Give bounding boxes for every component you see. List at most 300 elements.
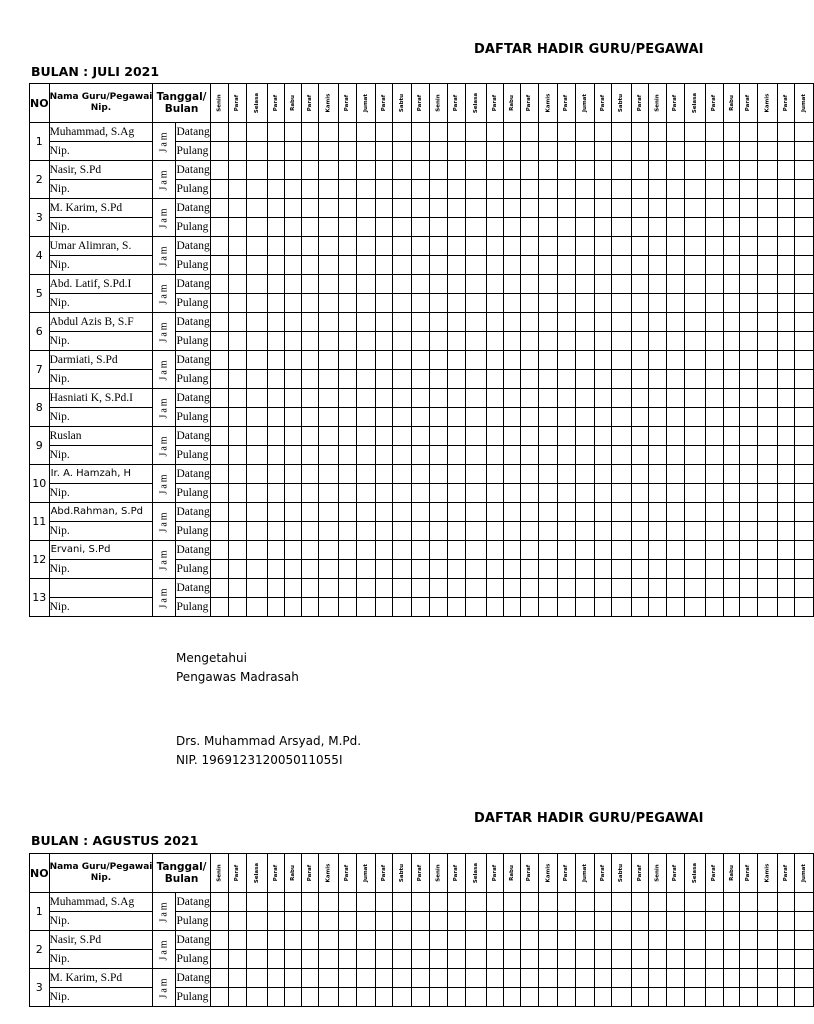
attendance-cell[interactable] xyxy=(302,598,319,617)
attendance-cell[interactable] xyxy=(558,237,575,256)
attendance-cell[interactable] xyxy=(429,598,447,617)
attendance-cell[interactable] xyxy=(740,522,757,541)
attendance-cell[interactable] xyxy=(375,427,392,446)
attendance-cell[interactable] xyxy=(393,218,412,237)
attendance-cell[interactable] xyxy=(706,579,723,598)
attendance-cell[interactable] xyxy=(285,389,302,408)
attendance-cell[interactable] xyxy=(393,123,412,142)
attendance-cell[interactable] xyxy=(575,503,594,522)
attendance-cell[interactable] xyxy=(684,969,705,988)
attendance-cell[interactable] xyxy=(538,912,558,931)
attendance-cell[interactable] xyxy=(448,465,465,484)
attendance-cell[interactable] xyxy=(538,988,558,1007)
attendance-cell[interactable] xyxy=(631,541,648,560)
attendance-cell[interactable] xyxy=(393,370,412,389)
attendance-cell[interactable] xyxy=(723,294,740,313)
attendance-cell[interactable] xyxy=(486,465,503,484)
attendance-cell[interactable] xyxy=(375,275,392,294)
attendance-cell[interactable] xyxy=(795,256,814,275)
attendance-cell[interactable] xyxy=(757,351,777,370)
attendance-cell[interactable] xyxy=(285,446,302,465)
attendance-cell[interactable] xyxy=(229,931,246,950)
attendance-cell[interactable] xyxy=(795,950,814,969)
attendance-cell[interactable] xyxy=(448,950,465,969)
attendance-cell[interactable] xyxy=(356,313,375,332)
attendance-cell[interactable] xyxy=(210,560,228,579)
attendance-cell[interactable] xyxy=(285,180,302,199)
attendance-cell[interactable] xyxy=(246,275,267,294)
attendance-cell[interactable] xyxy=(339,950,356,969)
attendance-cell[interactable] xyxy=(246,503,267,522)
attendance-cell[interactable] xyxy=(448,256,465,275)
attendance-cell[interactable] xyxy=(412,313,429,332)
attendance-cell[interactable] xyxy=(210,912,228,931)
attendance-cell[interactable] xyxy=(448,541,465,560)
attendance-cell[interactable] xyxy=(210,893,228,912)
attendance-cell[interactable] xyxy=(684,237,705,256)
attendance-cell[interactable] xyxy=(339,351,356,370)
attendance-cell[interactable] xyxy=(504,560,521,579)
attendance-cell[interactable] xyxy=(319,123,339,142)
attendance-cell[interactable] xyxy=(210,351,228,370)
attendance-cell[interactable] xyxy=(339,465,356,484)
attendance-cell[interactable] xyxy=(319,199,339,218)
attendance-cell[interactable] xyxy=(412,969,429,988)
attendance-cell[interactable] xyxy=(486,294,503,313)
attendance-cell[interactable] xyxy=(706,389,723,408)
attendance-cell[interactable] xyxy=(339,446,356,465)
attendance-cell[interactable] xyxy=(356,256,375,275)
attendance-cell[interactable] xyxy=(486,389,503,408)
attendance-cell[interactable] xyxy=(393,427,412,446)
attendance-cell[interactable] xyxy=(229,912,246,931)
attendance-cell[interactable] xyxy=(448,237,465,256)
attendance-cell[interactable] xyxy=(777,389,794,408)
attendance-cell[interactable] xyxy=(246,427,267,446)
attendance-cell[interactable] xyxy=(538,218,558,237)
attendance-cell[interactable] xyxy=(448,912,465,931)
attendance-cell[interactable] xyxy=(594,560,611,579)
attendance-cell[interactable] xyxy=(648,256,666,275)
attendance-cell[interactable] xyxy=(210,969,228,988)
attendance-cell[interactable] xyxy=(795,161,814,180)
attendance-cell[interactable] xyxy=(740,484,757,503)
attendance-cell[interactable] xyxy=(246,218,267,237)
attendance-cell[interactable] xyxy=(486,579,503,598)
attendance-cell[interactable] xyxy=(465,313,486,332)
attendance-cell[interactable] xyxy=(648,180,666,199)
attendance-cell[interactable] xyxy=(375,579,392,598)
attendance-cell[interactable] xyxy=(706,969,723,988)
attendance-cell[interactable] xyxy=(667,950,684,969)
attendance-cell[interactable] xyxy=(339,237,356,256)
attendance-cell[interactable] xyxy=(375,370,392,389)
attendance-cell[interactable] xyxy=(246,142,267,161)
attendance-cell[interactable] xyxy=(684,389,705,408)
attendance-cell[interactable] xyxy=(575,893,594,912)
attendance-cell[interactable] xyxy=(521,237,538,256)
attendance-cell[interactable] xyxy=(723,275,740,294)
attendance-cell[interactable] xyxy=(375,142,392,161)
attendance-cell[interactable] xyxy=(648,541,666,560)
attendance-cell[interactable] xyxy=(356,237,375,256)
attendance-cell[interactable] xyxy=(356,427,375,446)
attendance-cell[interactable] xyxy=(667,503,684,522)
attendance-cell[interactable] xyxy=(246,465,267,484)
attendance-cell[interactable] xyxy=(285,912,302,931)
attendance-cell[interactable] xyxy=(267,161,284,180)
attendance-cell[interactable] xyxy=(448,332,465,351)
attendance-cell[interactable] xyxy=(302,389,319,408)
attendance-cell[interactable] xyxy=(319,389,339,408)
attendance-cell[interactable] xyxy=(448,893,465,912)
attendance-cell[interactable] xyxy=(558,123,575,142)
attendance-cell[interactable] xyxy=(339,579,356,598)
attendance-cell[interactable] xyxy=(740,950,757,969)
attendance-cell[interactable] xyxy=(210,370,228,389)
attendance-cell[interactable] xyxy=(538,370,558,389)
attendance-cell[interactable] xyxy=(740,199,757,218)
attendance-cell[interactable] xyxy=(302,313,319,332)
attendance-cell[interactable] xyxy=(648,161,666,180)
attendance-cell[interactable] xyxy=(521,294,538,313)
attendance-cell[interactable] xyxy=(648,522,666,541)
attendance-cell[interactable] xyxy=(375,161,392,180)
attendance-cell[interactable] xyxy=(210,123,228,142)
attendance-cell[interactable] xyxy=(339,123,356,142)
attendance-cell[interactable] xyxy=(667,522,684,541)
attendance-cell[interactable] xyxy=(538,503,558,522)
attendance-cell[interactable] xyxy=(575,560,594,579)
attendance-cell[interactable] xyxy=(612,893,631,912)
attendance-cell[interactable] xyxy=(229,199,246,218)
attendance-cell[interactable] xyxy=(504,237,521,256)
attendance-cell[interactable] xyxy=(486,256,503,275)
attendance-cell[interactable] xyxy=(558,950,575,969)
attendance-cell[interactable] xyxy=(757,446,777,465)
attendance-cell[interactable] xyxy=(504,275,521,294)
attendance-cell[interactable] xyxy=(575,389,594,408)
attendance-cell[interactable] xyxy=(267,313,284,332)
attendance-cell[interactable] xyxy=(229,294,246,313)
attendance-cell[interactable] xyxy=(448,389,465,408)
attendance-cell[interactable] xyxy=(229,988,246,1007)
attendance-cell[interactable] xyxy=(504,579,521,598)
attendance-cell[interactable] xyxy=(267,598,284,617)
attendance-cell[interactable] xyxy=(684,950,705,969)
attendance-cell[interactable] xyxy=(538,351,558,370)
attendance-cell[interactable] xyxy=(412,218,429,237)
attendance-cell[interactable] xyxy=(538,408,558,427)
attendance-cell[interactable] xyxy=(723,332,740,351)
attendance-cell[interactable] xyxy=(375,950,392,969)
attendance-cell[interactable] xyxy=(538,969,558,988)
attendance-cell[interactable] xyxy=(210,446,228,465)
attendance-cell[interactable] xyxy=(267,256,284,275)
attendance-cell[interactable] xyxy=(684,180,705,199)
attendance-cell[interactable] xyxy=(575,427,594,446)
attendance-cell[interactable] xyxy=(795,218,814,237)
attendance-cell[interactable] xyxy=(246,123,267,142)
attendance-cell[interactable] xyxy=(558,180,575,199)
attendance-cell[interactable] xyxy=(448,522,465,541)
attendance-cell[interactable] xyxy=(706,931,723,950)
attendance-cell[interactable] xyxy=(631,560,648,579)
attendance-cell[interactable] xyxy=(667,332,684,351)
attendance-cell[interactable] xyxy=(504,370,521,389)
attendance-cell[interactable] xyxy=(757,465,777,484)
attendance-cell[interactable] xyxy=(706,446,723,465)
attendance-cell[interactable] xyxy=(356,560,375,579)
attendance-cell[interactable] xyxy=(795,598,814,617)
attendance-cell[interactable] xyxy=(706,503,723,522)
attendance-cell[interactable] xyxy=(210,427,228,446)
attendance-cell[interactable] xyxy=(684,988,705,1007)
attendance-cell[interactable] xyxy=(631,161,648,180)
attendance-cell[interactable] xyxy=(667,199,684,218)
attendance-cell[interactable] xyxy=(267,180,284,199)
attendance-cell[interactable] xyxy=(210,161,228,180)
attendance-cell[interactable] xyxy=(521,256,538,275)
attendance-cell[interactable] xyxy=(648,427,666,446)
attendance-cell[interactable] xyxy=(594,218,611,237)
attendance-cell[interactable] xyxy=(356,370,375,389)
attendance-cell[interactable] xyxy=(319,218,339,237)
attendance-cell[interactable] xyxy=(465,484,486,503)
attendance-cell[interactable] xyxy=(356,389,375,408)
attendance-cell[interactable] xyxy=(267,275,284,294)
attendance-cell[interactable] xyxy=(412,294,429,313)
attendance-cell[interactable] xyxy=(339,969,356,988)
attendance-cell[interactable] xyxy=(465,446,486,465)
attendance-cell[interactable] xyxy=(795,988,814,1007)
attendance-cell[interactable] xyxy=(667,370,684,389)
attendance-cell[interactable] xyxy=(648,351,666,370)
attendance-cell[interactable] xyxy=(246,237,267,256)
attendance-cell[interactable] xyxy=(684,351,705,370)
attendance-cell[interactable] xyxy=(594,237,611,256)
attendance-cell[interactable] xyxy=(648,912,666,931)
attendance-cell[interactable] xyxy=(575,598,594,617)
attendance-cell[interactable] xyxy=(412,123,429,142)
attendance-cell[interactable] xyxy=(393,161,412,180)
attendance-cell[interactable] xyxy=(575,351,594,370)
attendance-cell[interactable] xyxy=(521,484,538,503)
attendance-cell[interactable] xyxy=(486,912,503,931)
attendance-cell[interactable] xyxy=(594,950,611,969)
attendance-cell[interactable] xyxy=(612,142,631,161)
attendance-cell[interactable] xyxy=(285,123,302,142)
attendance-cell[interactable] xyxy=(465,912,486,931)
attendance-cell[interactable] xyxy=(757,598,777,617)
attendance-cell[interactable] xyxy=(302,503,319,522)
attendance-cell[interactable] xyxy=(448,446,465,465)
attendance-cell[interactable] xyxy=(723,560,740,579)
attendance-cell[interactable] xyxy=(538,427,558,446)
attendance-cell[interactable] xyxy=(795,332,814,351)
attendance-cell[interactable] xyxy=(777,237,794,256)
attendance-cell[interactable] xyxy=(285,161,302,180)
attendance-cell[interactable] xyxy=(706,465,723,484)
attendance-cell[interactable] xyxy=(757,931,777,950)
attendance-cell[interactable] xyxy=(210,218,228,237)
attendance-cell[interactable] xyxy=(319,465,339,484)
attendance-cell[interactable] xyxy=(375,446,392,465)
attendance-cell[interactable] xyxy=(684,522,705,541)
attendance-cell[interactable] xyxy=(412,503,429,522)
attendance-cell[interactable] xyxy=(486,484,503,503)
attendance-cell[interactable] xyxy=(612,484,631,503)
attendance-cell[interactable] xyxy=(575,294,594,313)
attendance-cell[interactable] xyxy=(285,294,302,313)
attendance-cell[interactable] xyxy=(285,218,302,237)
attendance-cell[interactable] xyxy=(740,446,757,465)
attendance-cell[interactable] xyxy=(521,275,538,294)
attendance-cell[interactable] xyxy=(648,950,666,969)
attendance-cell[interactable] xyxy=(319,237,339,256)
attendance-cell[interactable] xyxy=(612,560,631,579)
attendance-cell[interactable] xyxy=(594,180,611,199)
attendance-cell[interactable] xyxy=(706,950,723,969)
attendance-cell[interactable] xyxy=(723,161,740,180)
attendance-cell[interactable] xyxy=(486,503,503,522)
attendance-cell[interactable] xyxy=(594,142,611,161)
attendance-cell[interactable] xyxy=(504,332,521,351)
attendance-cell[interactable] xyxy=(210,408,228,427)
attendance-cell[interactable] xyxy=(594,465,611,484)
attendance-cell[interactable] xyxy=(504,427,521,446)
attendance-cell[interactable] xyxy=(465,294,486,313)
attendance-cell[interactable] xyxy=(229,950,246,969)
attendance-cell[interactable] xyxy=(302,560,319,579)
attendance-cell[interactable] xyxy=(777,427,794,446)
attendance-cell[interactable] xyxy=(538,332,558,351)
attendance-cell[interactable] xyxy=(740,389,757,408)
attendance-cell[interactable] xyxy=(740,313,757,332)
attendance-cell[interactable] xyxy=(339,218,356,237)
attendance-cell[interactable] xyxy=(412,256,429,275)
attendance-cell[interactable] xyxy=(521,465,538,484)
attendance-cell[interactable] xyxy=(429,294,447,313)
attendance-cell[interactable] xyxy=(229,142,246,161)
attendance-cell[interactable] xyxy=(429,503,447,522)
attendance-cell[interactable] xyxy=(795,389,814,408)
attendance-cell[interactable] xyxy=(229,522,246,541)
attendance-cell[interactable] xyxy=(521,503,538,522)
attendance-cell[interactable] xyxy=(393,931,412,950)
attendance-cell[interactable] xyxy=(594,969,611,988)
attendance-cell[interactable] xyxy=(740,351,757,370)
attendance-cell[interactable] xyxy=(356,275,375,294)
attendance-cell[interactable] xyxy=(448,294,465,313)
attendance-cell[interactable] xyxy=(631,408,648,427)
attendance-cell[interactable] xyxy=(648,893,666,912)
attendance-cell[interactable] xyxy=(412,931,429,950)
attendance-cell[interactable] xyxy=(429,351,447,370)
attendance-cell[interactable] xyxy=(210,484,228,503)
attendance-cell[interactable] xyxy=(795,522,814,541)
attendance-cell[interactable] xyxy=(339,931,356,950)
attendance-cell[interactable] xyxy=(319,408,339,427)
attendance-cell[interactable] xyxy=(521,988,538,1007)
attendance-cell[interactable] xyxy=(229,541,246,560)
attendance-cell[interactable] xyxy=(339,161,356,180)
attendance-cell[interactable] xyxy=(356,522,375,541)
attendance-cell[interactable] xyxy=(740,294,757,313)
attendance-cell[interactable] xyxy=(267,912,284,931)
attendance-cell[interactable] xyxy=(631,446,648,465)
attendance-cell[interactable] xyxy=(375,931,392,950)
attendance-cell[interactable] xyxy=(777,408,794,427)
attendance-cell[interactable] xyxy=(648,123,666,142)
attendance-cell[interactable] xyxy=(706,199,723,218)
attendance-cell[interactable] xyxy=(229,484,246,503)
attendance-cell[interactable] xyxy=(594,988,611,1007)
attendance-cell[interactable] xyxy=(429,484,447,503)
attendance-cell[interactable] xyxy=(504,408,521,427)
attendance-cell[interactable] xyxy=(339,142,356,161)
attendance-cell[interactable] xyxy=(246,313,267,332)
attendance-cell[interactable] xyxy=(375,180,392,199)
attendance-cell[interactable] xyxy=(375,313,392,332)
attendance-cell[interactable] xyxy=(777,931,794,950)
attendance-cell[interactable] xyxy=(757,218,777,237)
attendance-cell[interactable] xyxy=(575,522,594,541)
attendance-cell[interactable] xyxy=(777,313,794,332)
attendance-cell[interactable] xyxy=(412,560,429,579)
attendance-cell[interactable] xyxy=(612,161,631,180)
attendance-cell[interactable] xyxy=(558,598,575,617)
attendance-cell[interactable] xyxy=(412,893,429,912)
attendance-cell[interactable] xyxy=(229,180,246,199)
attendance-cell[interactable] xyxy=(229,218,246,237)
attendance-cell[interactable] xyxy=(777,465,794,484)
attendance-cell[interactable] xyxy=(339,541,356,560)
attendance-cell[interactable] xyxy=(339,484,356,503)
attendance-cell[interactable] xyxy=(375,218,392,237)
attendance-cell[interactable] xyxy=(723,446,740,465)
attendance-cell[interactable] xyxy=(795,969,814,988)
attendance-cell[interactable] xyxy=(412,142,429,161)
attendance-cell[interactable] xyxy=(648,465,666,484)
attendance-cell[interactable] xyxy=(486,199,503,218)
attendance-cell[interactable] xyxy=(723,256,740,275)
attendance-cell[interactable] xyxy=(795,560,814,579)
attendance-cell[interactable] xyxy=(465,256,486,275)
attendance-cell[interactable] xyxy=(393,503,412,522)
attendance-cell[interactable] xyxy=(210,988,228,1007)
attendance-cell[interactable] xyxy=(740,123,757,142)
attendance-cell[interactable] xyxy=(723,351,740,370)
attendance-cell[interactable] xyxy=(684,313,705,332)
attendance-cell[interactable] xyxy=(504,950,521,969)
attendance-cell[interactable] xyxy=(285,598,302,617)
attendance-cell[interactable] xyxy=(538,893,558,912)
attendance-cell[interactable] xyxy=(465,503,486,522)
attendance-cell[interactable] xyxy=(448,560,465,579)
attendance-cell[interactable] xyxy=(246,579,267,598)
attendance-cell[interactable] xyxy=(302,912,319,931)
attendance-cell[interactable] xyxy=(612,275,631,294)
attendance-cell[interactable] xyxy=(429,332,447,351)
attendance-cell[interactable] xyxy=(706,313,723,332)
attendance-cell[interactable] xyxy=(486,218,503,237)
attendance-cell[interactable] xyxy=(285,313,302,332)
attendance-cell[interactable] xyxy=(412,180,429,199)
attendance-cell[interactable] xyxy=(648,218,666,237)
attendance-cell[interactable] xyxy=(521,541,538,560)
attendance-cell[interactable] xyxy=(448,313,465,332)
